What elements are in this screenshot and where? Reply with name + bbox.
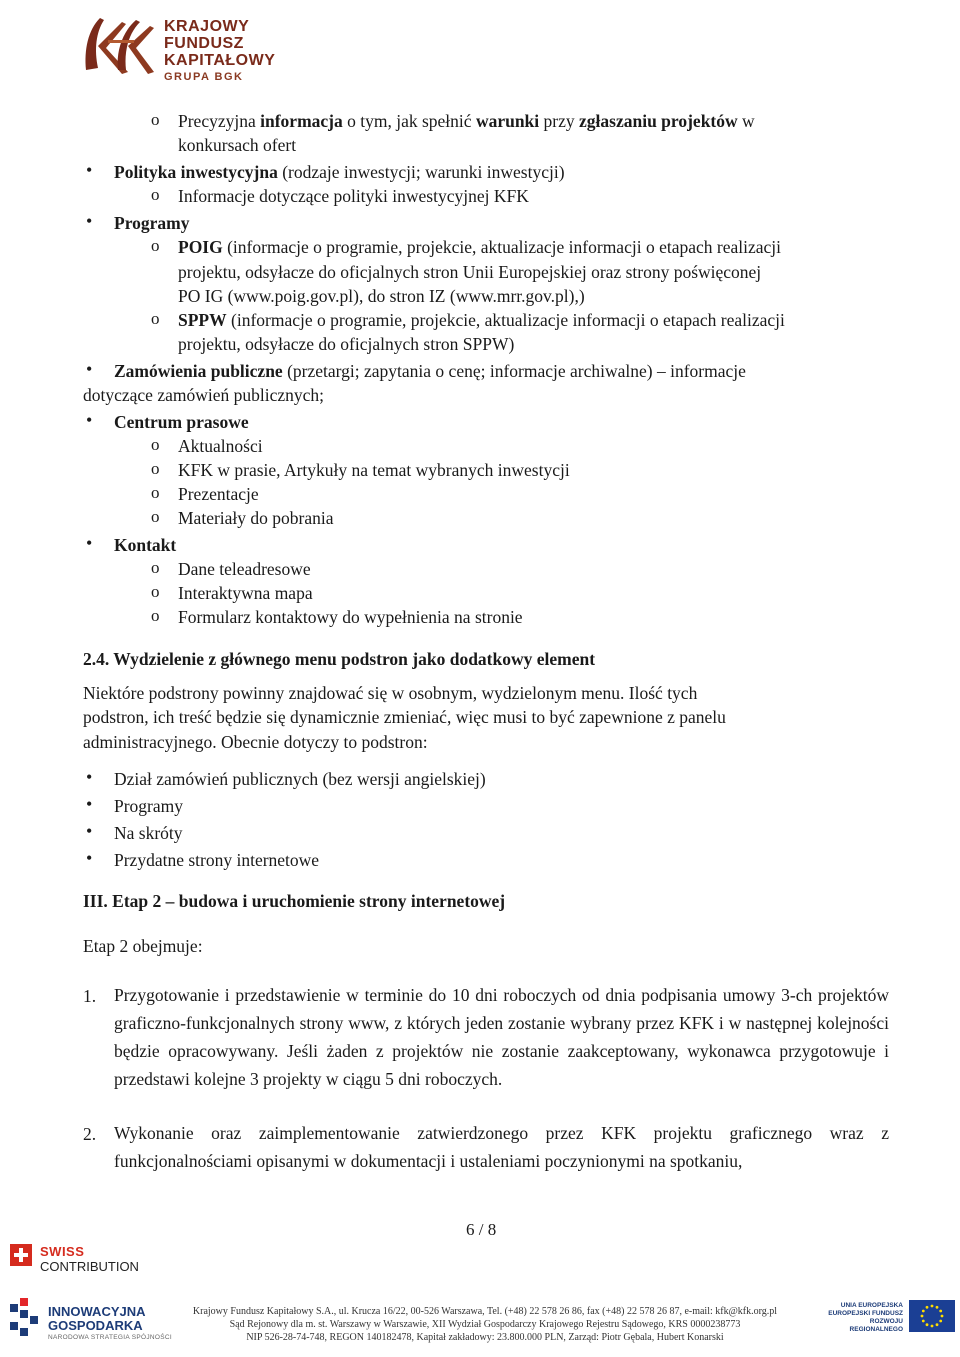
list-item-continuation: projektu, odsyłacze do oficjalnych stron SPPW) [178,334,515,354]
bullet-icon: • [86,410,93,430]
list-item: Programy [114,796,184,816]
ig-mark-icon [10,1298,38,1342]
contribution-text: CONTRIBUTION [40,1259,139,1274]
paragraph-line: podstron, ich treść będzie się dynamicznie zmieniać, więc musi to być zapewnione z panelu [83,707,726,727]
list-item: Interaktywna mapa [178,583,313,603]
footer-address: Krajowy Fundusz Kapitałowy S.A., ul. Krucza 16/22, 00-526 Warszawa, Tel. (+48) 22 578 26 86, fax (+48) 22 578 26 87, e-mail: kfk@kfk.org.pl [192,1306,778,1317]
sub-bullet: o [151,558,160,577]
kfk-logo [78,10,288,83]
ig-line-1: INNOWACYJNA [48,1304,146,1319]
list-item-continuation: dotyczące zamówień publicznych; [83,385,325,405]
numbered-item: Przygotowanie i przedstawienie w terminie do 10 dni roboczych od dnia podpisania umowy 3-ch projektów graficzno-funkcjonalnych strony www, z których jeden zostanie wybrany przez KFK i w następnej kolejności będzie opracowywany. Jeśli żaden z projektów nie zostanie zaakceptowany, wykonawca przygotowuje i przedstawi kolejne 3 projekty w ciągu 5 dni roboczych. [114,985,889,1089]
paragraph-line: Niektóre podstrony powinny znajdować się w osobnym, wydzielonym menu. Ilość tych [83,683,698,703]
sub-bullet: o [151,606,160,625]
list-number: 1. [83,986,97,1006]
logo-line-3: KAPITAŁOWY [164,52,276,69]
list-item: Przydatne strony internetowe [114,850,320,870]
bullet-icon: • [86,848,93,868]
list-item: Dane teleadresowe [178,559,311,579]
bullet-icon: • [86,533,93,553]
list-item: Dział zamówień publicznych (bez wersji angielskiej) [114,769,486,789]
list-item: Informacje dotyczące polityki inwestycyjnej KFK [178,186,529,206]
list-item: Centrum prasowe [114,412,249,432]
list-item-continuation: konkursach ofert [178,135,297,155]
paragraph-line: Etap 2 obejmuje: [83,936,203,956]
swiss-cross-icon [10,1244,32,1266]
footer-register: Sąd Rejonowy dla m. st. Warszawy w Warszawie, XII Wydział Gospodarczy Krajowego Rejestru Sądowego, KRS 0000238773 [229,1319,741,1330]
bullet-icon: • [86,211,93,231]
sub-bullet: o [151,185,160,204]
eu-line-3: ROZWOJU REGIONALNEGO [849,1318,903,1333]
list-item-continuation: projektu, odsyłacze do oficjalnych stron Unii Europejskiej oraz strony poświęconej [178,262,762,282]
sub-bullet: o [151,309,160,328]
list-item: POIG (informacje o programie, projekcie, aktualizacje informacji o etapach realizacji [178,237,781,257]
kfk-monogram-icon [78,10,156,80]
eu-line-2: EUROPEJSKI FUNDUSZ [828,1310,903,1317]
sub-bullet: o [151,483,160,502]
bullet-icon: • [86,794,93,814]
section-heading-2-4: 2.4. Wydzielenie z głównego menu podstron jako dodatkowy element [83,649,596,669]
list-item: Programy [114,213,190,233]
bullet-icon: • [86,767,93,787]
list-item: SPPW (informacje o programie, projekcie, aktualizacje informacji o etapach realizacji [178,310,785,330]
list-item: Na skróty [114,823,183,843]
swiss-text: SWISS [40,1244,85,1259]
innowacyjna-gospodarka-logo [10,1298,180,1348]
ig-line-2: GOSPODARKA [48,1318,143,1333]
list-item: Formularz kontaktowy do wypełnienia na stronie [178,607,523,627]
paragraph-line: administracyjnego. Obecnie dotyczy to podstron: [83,732,428,752]
list-item: Zamówienia publiczne (przetargi; zapytania o cenę; informacje archiwalne) – informacje [114,361,746,381]
bullet-icon: • [86,821,93,841]
numbered-item: Wykonanie oraz zaimplementowanie zatwierdzonego przez KFK projektu graficznego wraz z funkcjonalnościami opisanymi w dokumentacji i ustaleniami poczynionymi na spotkaniu, [114,1123,889,1171]
list-item: Prezentacje [178,484,259,504]
list-item: Materiały do pobrania [178,508,334,528]
sub-bullet: o [151,236,160,255]
page-number: 6 / 8 [466,1220,497,1239]
sub-bullet: o [151,582,160,601]
sub-bullet: o [151,435,160,454]
list-item: KFK w prasie, Artykuły na temat wybranych inwestycji [178,460,570,480]
section-heading-3: III. Etap 2 – budowa i uruchomienie strony internetowej [83,891,506,911]
logo-line-2: FUNDUSZ [164,35,244,52]
list-item: Precyzyjna informacja o tym, jak spełnić warunki przy zgłaszaniu projektów w [178,111,755,131]
eu-line-1: UNIA EUROPEJSKA [840,1302,903,1309]
sub-bullet: o [151,507,160,526]
eu-logo [815,1300,955,1345]
list-item: Kontakt [114,535,177,555]
sub-bullet: o [151,110,160,129]
logo-line-1: KRAJOWY [164,18,250,35]
list-item-continuation: PO IG (www.poig.gov.pl), do stron IZ (www.mrr.gov.pl),) [178,286,585,306]
sub-bullet: o [151,459,160,478]
list-number: 2. [83,1124,97,1144]
bullet-icon: • [86,359,93,379]
footer-nip: NIP 526-28-74-748, REGON 140182478, Kapitał zakładowy: 23.800.000 PLN, Zarząd: Piotr Gębala, Hubert Konarski [246,1332,724,1343]
eu-flag-icon [909,1300,955,1332]
list-item: Polityka inwestycyjna (rodzaje inwestycji; warunki inwestycji) [114,162,565,182]
swiss-contribution-logo [10,1244,160,1280]
ig-line-3: NARODOWA STRATEGIA SPÓJNOŚCI [48,1334,172,1341]
list-item: Aktualności [178,436,263,456]
logo-line-4: GRUPA BGK [164,71,244,83]
bullet-icon: • [86,160,93,180]
